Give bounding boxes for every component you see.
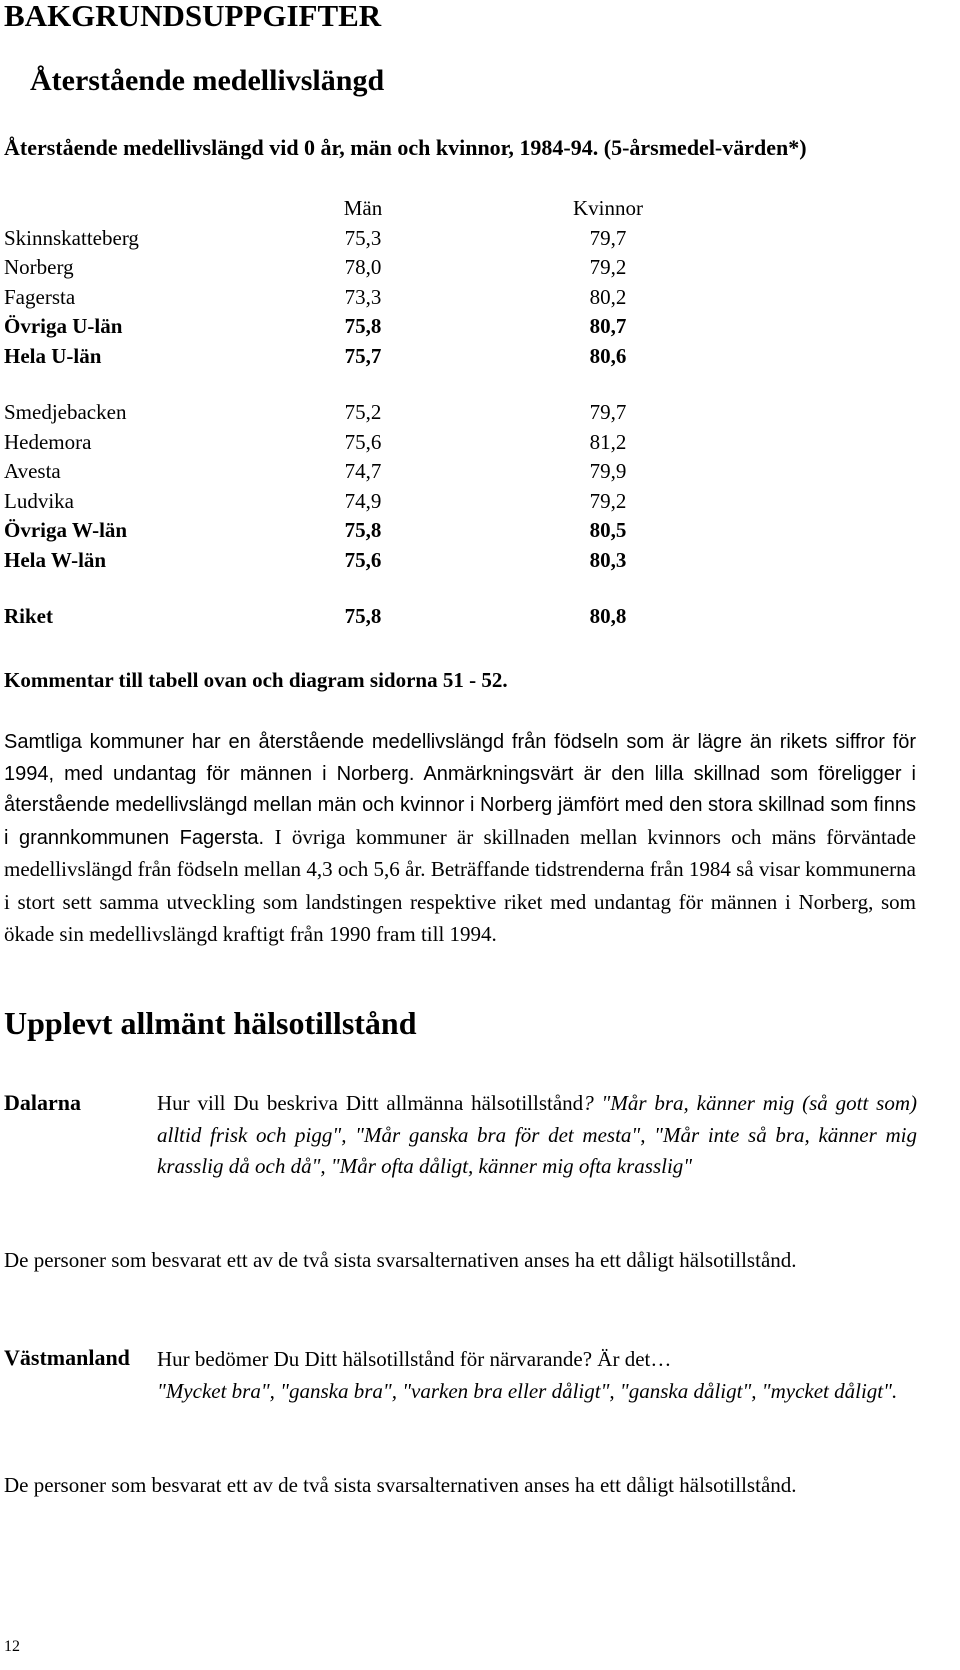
table-row xyxy=(0,344,700,374)
row-name: Övriga W-län xyxy=(4,518,128,542)
row-name: Hela W-län xyxy=(4,547,107,572)
commentary-part-1: Samtliga kommuner har en återstående medellivslängd från födseln som är lägre än rikets siffror för 1994, med undantag för männen i Norberg. Anmärkningsvärt är den lilla skillnad som föreligger i återstående medellivslängd mellan män och kvinnor i Norberg jämfört med den stora skillnad som finns i grannkommunen Fagersta. xyxy=(4,731,916,849)
commentary-part-2: I övriga kommuner är skillnaden mellan kvinnors och mäns förväntade medellivslängd från födseln mellan 4,3 och 5,6 år. Beträffande tidstrenderna från 1984 så visar kommunerna i stort sett samma utveckling som landstingen respektive riket med undantag för männen i Norberg, som ökade sin medellivslängd kraftigt från 1990 fram till 1994. xyxy=(4,824,916,946)
table-comment: Kommentar till tabell ovan och diagram sidorna 51 - 52. xyxy=(4,668,508,692)
value-men: 78,0 xyxy=(344,255,382,279)
value-men: 75,2 xyxy=(344,400,382,424)
subsection-heading: Återstående medellivslängd xyxy=(30,64,385,97)
table-caption: Återstående medellivslängd vid 0 år, män och kvinnor, 1984-94. (5-årsmedel-värden*) xyxy=(4,135,807,160)
column-header-women: Kvinnor xyxy=(573,196,643,220)
value-women: 80,3 xyxy=(589,547,627,572)
vastmanland-answers: "Mycket bra", "ganska bra", "varken bra eller dåligt", "ganska dåligt", "mycket dåligt". xyxy=(157,1378,898,1403)
row-name: Övriga U-län xyxy=(4,314,123,338)
value-women: 79,2 xyxy=(589,488,627,513)
dalarna-answers: ? "Mår bra, känner mig (så gott som) alltid frisk och pigg", "Mår ganska bra för det mesta", "Mår inte så bra, känner mig krasslig då och då", "Mår ofta dåligt, känner mig ofta krasslig" xyxy=(157,1091,917,1178)
table-row xyxy=(0,604,700,634)
table-row xyxy=(0,518,700,548)
table-spacer xyxy=(0,577,700,604)
row-name: Avesta xyxy=(4,459,61,483)
table-header-row xyxy=(0,196,700,226)
dalarna-label: Dalarna xyxy=(4,1090,81,1115)
value-women: 79,7 xyxy=(589,225,627,250)
row-name: Hedemora xyxy=(4,429,92,454)
table-row xyxy=(0,430,700,460)
value-men: 75,8 xyxy=(344,518,382,542)
row-name: Ludvika xyxy=(4,488,74,513)
dalarna-question-text: Hur vill Du beskriva Ditt allmänna hälsotillstånd xyxy=(157,1091,584,1115)
value-men: 73,3 xyxy=(344,284,382,309)
value-women: 79,2 xyxy=(589,255,627,279)
table-row xyxy=(0,548,700,578)
value-women: 79,9 xyxy=(589,459,627,483)
vastmanland-label: Västmanland xyxy=(4,1345,130,1370)
vastmanland-question-text: Hur bedömer Du Ditt hälsotillstånd för närvarande? Är det… xyxy=(157,1347,672,1371)
value-men: 75,8 xyxy=(344,314,382,338)
vastmanland-question xyxy=(157,1344,917,1407)
value-women: 80,2 xyxy=(589,284,627,309)
value-women: 80,8 xyxy=(589,604,627,628)
table-row xyxy=(0,400,700,430)
page-number: 12 xyxy=(4,1638,20,1655)
section-heading: BAKGRUNDSUPPGIFTER xyxy=(4,0,382,33)
value-women: 81,2 xyxy=(589,429,627,454)
table-row xyxy=(0,226,700,256)
value-men: 75,6 xyxy=(344,429,382,454)
dalarna-note: De personer som besvarat ett av de två sista svarsalternativen anses ha ett dåligt hälsotillstånd. xyxy=(4,1248,797,1272)
row-name: Riket xyxy=(4,604,53,628)
life-expectancy-table xyxy=(0,196,700,634)
dalarna-question xyxy=(157,1088,917,1183)
table-row xyxy=(0,255,700,285)
table-row xyxy=(0,314,700,344)
value-men: 74,7 xyxy=(344,459,382,483)
row-name: Smedjebacken xyxy=(4,400,127,424)
row-name: Norberg xyxy=(4,255,74,279)
row-name: Skinnskatteberg xyxy=(4,225,139,250)
table-spacer xyxy=(0,373,700,400)
vastmanland-note: De personer som besvarat ett av de två sista svarsalternativen anses ha ett dåligt hälsotillstånd. xyxy=(4,1473,797,1497)
value-men: 75,7 xyxy=(344,343,382,368)
table-row xyxy=(0,285,700,315)
table-row xyxy=(0,489,700,519)
value-men: 75,8 xyxy=(344,604,382,628)
value-women: 80,7 xyxy=(589,314,627,338)
value-women: 80,5 xyxy=(589,518,627,542)
row-name: Fagersta xyxy=(4,284,76,309)
table-row xyxy=(0,459,700,489)
value-men: 75,6 xyxy=(344,547,382,572)
health-heading: Upplevt allmänt hälsotillstånd xyxy=(4,1005,417,1041)
value-women: 79,7 xyxy=(589,400,627,424)
commentary-paragraph xyxy=(4,727,916,952)
row-name: Hela U-län xyxy=(4,343,102,368)
column-header-men: Män xyxy=(343,196,383,220)
value-men: 74,9 xyxy=(344,488,382,513)
value-men: 75,3 xyxy=(344,225,382,250)
value-women: 80,6 xyxy=(589,343,627,368)
